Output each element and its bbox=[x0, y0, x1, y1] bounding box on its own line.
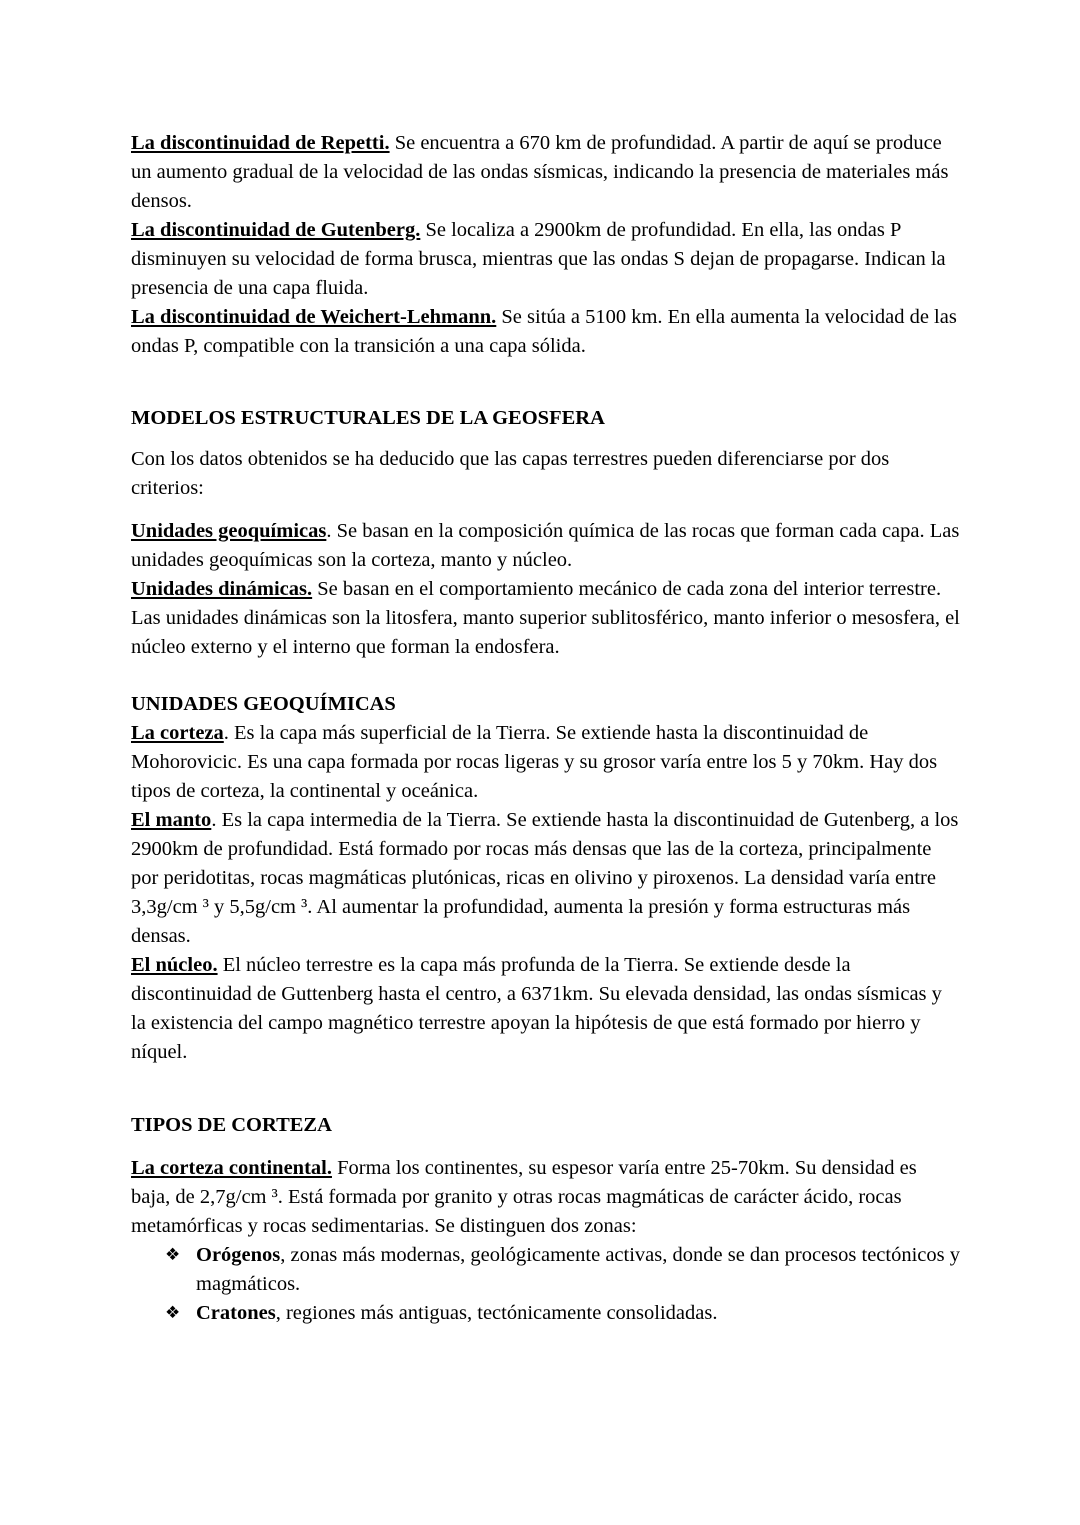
list-item bbox=[165, 1241, 961, 1299]
discontinuity-repetti bbox=[131, 129, 961, 216]
paragraph-text: . Se basan en la composición química de las rocas que forman cada capa. Las unidades geoquímicas son la corteza, manto y núcleo. bbox=[131, 520, 960, 571]
discontinuity-weichert-lehmann bbox=[131, 303, 961, 361]
models-geochemical-units bbox=[131, 517, 961, 575]
term: Unidades geoquímicas bbox=[131, 520, 327, 542]
diamond-bullet-icon: ❖ bbox=[165, 1245, 181, 1265]
term: La corteza bbox=[131, 722, 224, 744]
list-item-text: , regiones más antiguas, tectónicamente consolidadas. bbox=[275, 1302, 718, 1324]
discontinuity-gutenberg bbox=[131, 216, 961, 303]
term: El núcleo. bbox=[131, 954, 218, 976]
term: La corteza continental. bbox=[131, 1157, 332, 1179]
paragraph-text: El núcleo terrestre es la capa más profunda de la Tierra. Se extiende desde la discontinuidad de Guttenberg hasta el centro, a 6371km. Su elevada densidad, las ondas sísmicas y la existencia del campo magnético terrestre apoyan la hipótesis de que está formado por hierro y níquel. bbox=[131, 954, 942, 1063]
section-heading-models: MODELOS ESTRUCTURALES DE LA GEOSFERA bbox=[131, 407, 605, 429]
paragraph-text: Se basan en el comportamiento mecánico de cada zona del interior terrestre. Las unidades dinámicas son la litosfera, manto superior sublitosférico, manto inferior o mesosfera, el núcleo externo y el interno que forman la endosfera. bbox=[131, 578, 960, 658]
models-dynamic-units bbox=[131, 575, 961, 662]
geochemical-core bbox=[131, 951, 961, 1067]
paragraph-text: Forma los continentes, su espesor varía entre 25-70km. Su densidad es baja, de 2,7g/cm ³. Está formada por granito y otras rocas magmáticas de carácter ácido, rocas metamórficas y rocas sedimentarias. Se distinguen dos zonas: bbox=[131, 1157, 917, 1237]
paragraph-text: . Es la capa más superficial de la Tierra. Se extiende hasta la discontinuidad de Mohorovicic. Es una capa formada por rocas ligeras y su grosor varía entre los 5 y 70km. Hay dos tipos de corteza, la continental y oceánica. bbox=[131, 722, 938, 802]
diamond-bullet-icon: ❖ bbox=[165, 1303, 181, 1323]
paragraph-text: . Es la capa intermedia de la Tierra. Se extiende hasta la discontinuidad de Gutenberg, a los 2900km de profundidad. Está formado por rocas más densas que las de la corteza, principalmente por peridotitas, rocas magmáticas plutónicas, ricas en olivino y piroxenos. La densidad varía entre 3,3g/cm ³ y 5,5g/cm ³. Al aumentar la profundidad, aumenta la presión y forma estructuras más densas. bbox=[131, 809, 959, 947]
crust-zones-list bbox=[131, 1241, 961, 1328]
document-page bbox=[131, 129, 961, 1328]
term: La discontinuidad de Repetti. bbox=[131, 132, 390, 154]
section-heading-geochemical: UNIDADES GEOQUÍMICAS bbox=[131, 693, 396, 715]
list-item-term: Cratones bbox=[196, 1302, 276, 1324]
paragraph-text: Se encuentra a 670 km de profundidad. A partir de aquí se produce un aumento gradual de la velocidad de las ondas sísmicas, indicando la presencia de materiales más densos. bbox=[131, 132, 949, 212]
paragraph-text: Se sitúa a 5100 km. En ella aumenta la velocidad de las ondas P, compatible con la transición a una capa sólida. bbox=[131, 306, 957, 357]
section-heading-crust-types: TIPOS DE CORTEZA bbox=[131, 1114, 332, 1136]
continental-crust bbox=[131, 1154, 961, 1241]
geochemical-crust bbox=[131, 719, 961, 806]
paragraph-text: Se localiza a 2900km de profundidad. En ella, las ondas P disminuyen su velocidad de forma brusca, mientras que las ondas S dejan de propagarse. Indican la presencia de una capa fluida. bbox=[131, 219, 946, 299]
geochemical-mantle bbox=[131, 806, 961, 951]
list-item bbox=[165, 1299, 961, 1328]
list-item-text: , zonas más modernas, geológicamente activas, donde se dan procesos tectónicos y magmáticos. bbox=[196, 1244, 960, 1295]
term: Unidades dinámicas. bbox=[131, 578, 313, 600]
term: La discontinuidad de Gutenberg. bbox=[131, 219, 421, 241]
term: La discontinuidad de Weichert-Lehmann. bbox=[131, 306, 497, 328]
list-item-term: Orógenos bbox=[196, 1244, 281, 1266]
models-intro: Con los datos obtenidos se ha deducido que las capas terrestres pueden diferenciarse por dos criterios: bbox=[131, 448, 890, 499]
term: El manto bbox=[131, 809, 212, 831]
